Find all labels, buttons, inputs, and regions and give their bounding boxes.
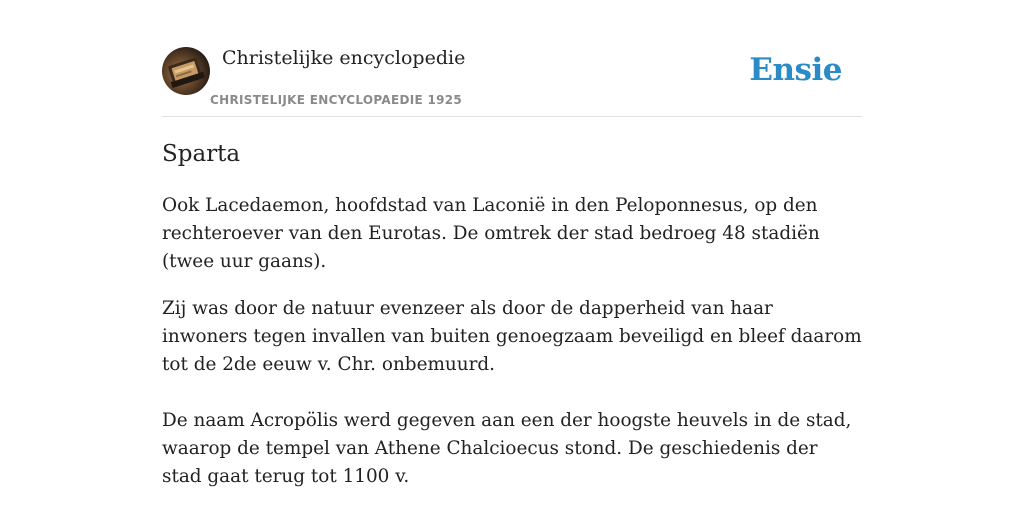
source-subtitle: CHRISTELIJKE ENCYCLOPAEDIE 1925 bbox=[210, 93, 463, 107]
ensie-logo[interactable]: Ensie bbox=[749, 52, 842, 88]
article-paragraph: Zij was door de natuur evenzeer als door de dapperheid van haar inwoners tegen invallen van buiten genoegzaam beveiligd en bleef daarom tot de 2de eeuw v. Chr. onbemuurd. bbox=[162, 298, 862, 375]
article bbox=[162, 138, 862, 491]
article-paragraph: Ook Lacedaemon, hoofdstad van Laconië in den Peloponnesus, op den rechteroever van den Eurotas. De omtrek der stad bedroeg 48 stadiën (twee uur gaans). bbox=[162, 195, 820, 272]
source-title[interactable]: Christelijke encyclopedie bbox=[222, 47, 466, 69]
source-header bbox=[162, 46, 862, 117]
article-title: Sparta bbox=[162, 141, 241, 167]
article-paragraph: De naam Acropölis werd gegeven aan een der hoogste heuvels in de stad, waarop de tempel van Athene Chalcioecus stond. De geschiedenis der stad gaat terug tot 1100 v. bbox=[162, 410, 852, 487]
source-avatar[interactable] bbox=[162, 47, 210, 95]
